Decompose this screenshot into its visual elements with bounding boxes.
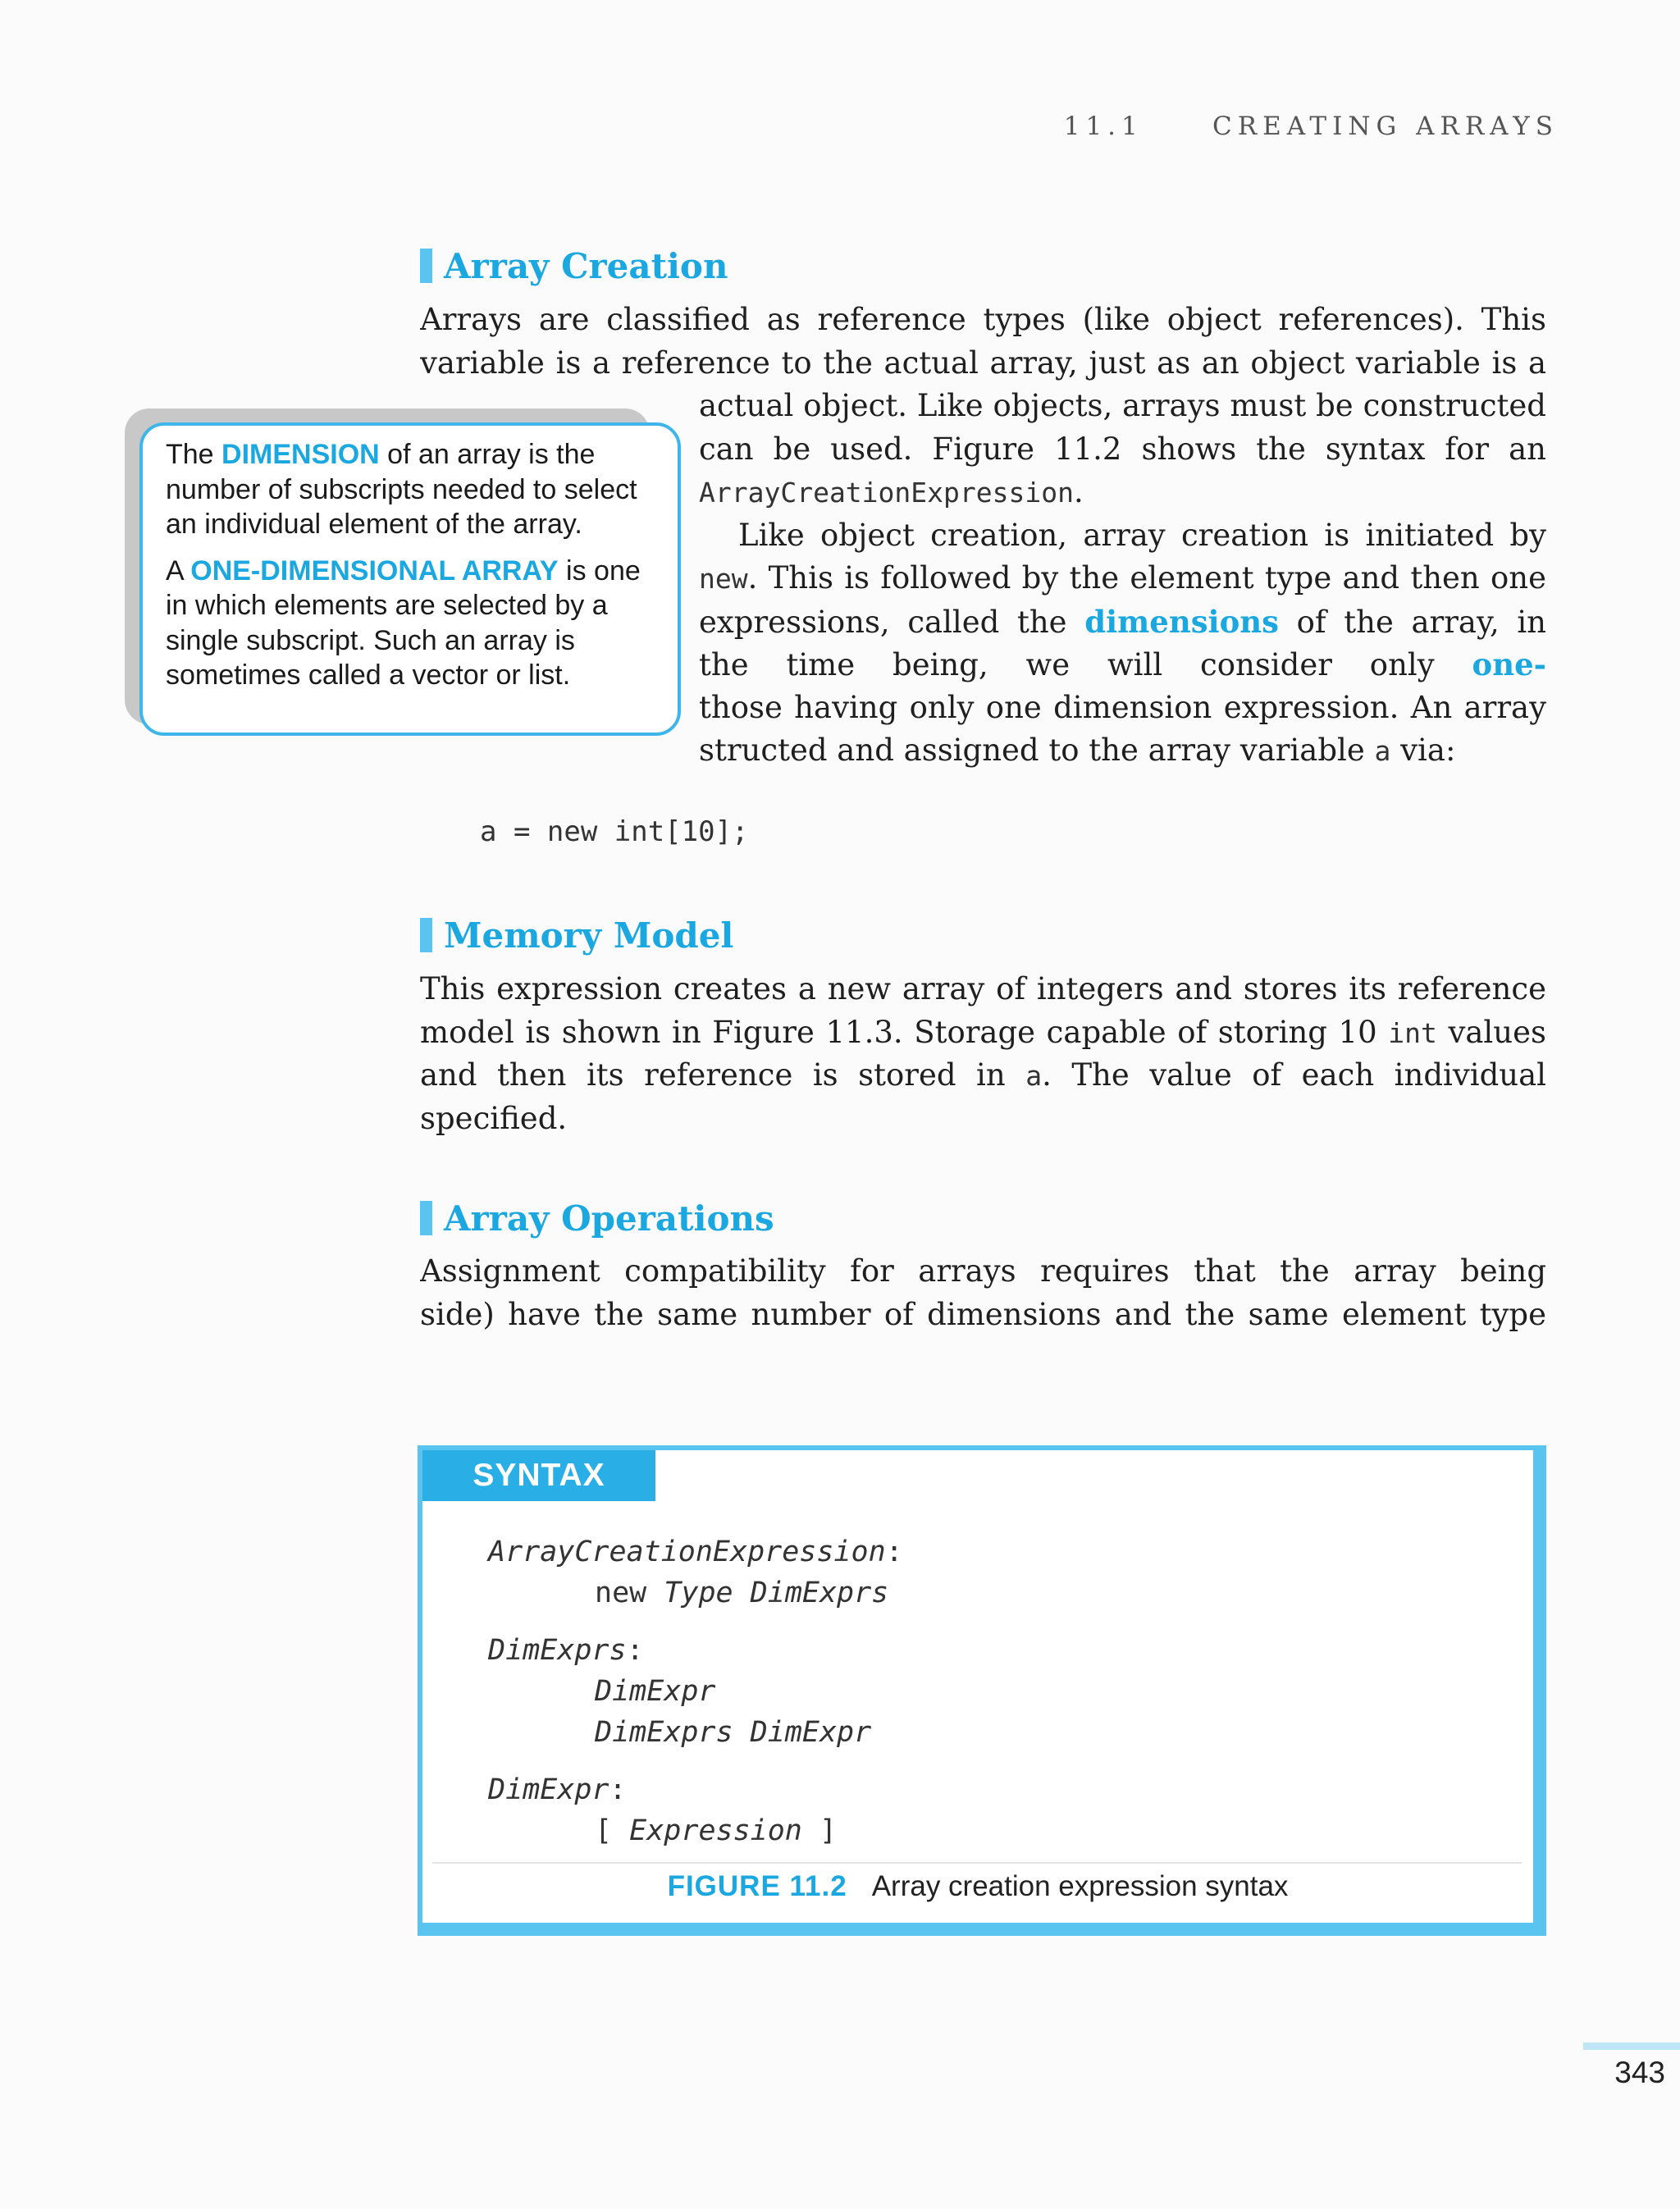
figure-number: FIGURE 11.2: [667, 1870, 847, 1902]
running-header: [984, 112, 1559, 141]
page-tab-marker: [1583, 2042, 1680, 2050]
memory-model-para: [420, 968, 1546, 1140]
margin-note-dimension: The DIMENSION of an array is the number of subscripts needed to select an individual element of the array.: [166, 439, 637, 540]
text-line: the time being, we will consider only one-: [699, 643, 1546, 687]
text-line: side) have the same number of dimensions and the same element type: [420, 1296, 1546, 1332]
text-line: those having only one dimension expression. An array: [699, 689, 1546, 725]
term-dimensions: dimensions: [1084, 603, 1280, 640]
text-line: model is shown in Figure 11.3. Storage capable of storing 10 int values: [420, 1014, 1546, 1050]
section-number: 11.1: [1063, 112, 1144, 141]
heading-text: Array Creation: [444, 245, 728, 286]
heading-memory-model: [420, 912, 733, 958]
text-line: Arrays are classified as reference types (like object references). This: [420, 302, 1546, 337]
text-line: This expression creates a new array of integers and stores its reference: [420, 971, 1546, 1006]
margin-note-one-dimensional: A ONE-DIMENSIONAL ARRAY is one in which elements are selected by a single subscript. Such an array is sometimes called a vector or list.: [166, 555, 641, 691]
text-line: variable is a reference to the actual array, just as an object variable is a: [420, 345, 1546, 381]
term-dimension: DIMENSION: [221, 439, 380, 470]
heading-array-operations: [420, 1195, 774, 1241]
page-number: 343: [1614, 2056, 1665, 2089]
heading-bar: [420, 918, 432, 952]
syntax-figure: [418, 1445, 1546, 1936]
text-line: and then its reference is stored in a. The value of each individual: [420, 1057, 1546, 1093]
array-operations-para: [420, 1250, 1546, 1336]
heading-array-creation: [420, 243, 728, 289]
margin-note: [139, 422, 681, 736]
figure-caption: [422, 1870, 1533, 1903]
text-line: Like object creation, array creation is initiated by: [738, 517, 1546, 553]
grammar-rule-dimexpr: DimExpr:: [488, 1773, 627, 1806]
heading-bar: [420, 249, 432, 283]
term-one-dimensional-arrays: one-: [1472, 646, 1546, 682]
grammar-rule-array-creation: ArrayCreationExpression:: [488, 1536, 903, 1568]
text-line: specified.: [420, 1100, 568, 1136]
grammar-production: [ Expression ]: [595, 1814, 838, 1847]
text-line: structed and assigned to the array variable a via:: [699, 733, 1456, 768]
text-line: new. This is followed by the element type and then one: [699, 560, 1546, 596]
term-one-dimensional-array: ONE-DIMENSIONAL ARRAY: [190, 555, 559, 586]
grammar-production: DimExprs DimExpr: [595, 1716, 872, 1749]
text-line: Assignment compatibility for arrays requires that the array being: [420, 1253, 1546, 1289]
text-line: actual object. Like objects, arrays must be constructed: [699, 388, 1546, 423]
text-line: can be used. Figure 11.2 shows the syntax for an: [699, 431, 1546, 467]
heading-bar: [420, 1201, 432, 1235]
heading-text: Memory Model: [444, 915, 734, 956]
heading-text: Array Operations: [444, 1198, 774, 1239]
syntax-tab: SYNTAX: [422, 1450, 655, 1501]
grammar-production: DimExpr: [595, 1675, 716, 1708]
text-line: ArrayCreationExpression.: [699, 474, 1084, 509]
text-line: expressions, called the dimensions of the array, in: [699, 603, 1546, 640]
code-example: a = new int[10];: [480, 815, 749, 848]
figure-caption-text: Array creation expression syntax: [871, 1870, 1289, 1902]
grammar-production: new Type DimExprs: [595, 1577, 889, 1609]
array-creation-para-full: [420, 299, 1546, 385]
grammar-rule-dimexprs: DimExprs:: [488, 1634, 644, 1667]
section-title: CREATING ARRAYS: [1212, 112, 1559, 141]
figure-divider: [432, 1862, 1522, 1864]
code-term: ArrayCreationExpression: [699, 477, 1074, 509]
array-creation-para-narrow: [699, 385, 1546, 773]
